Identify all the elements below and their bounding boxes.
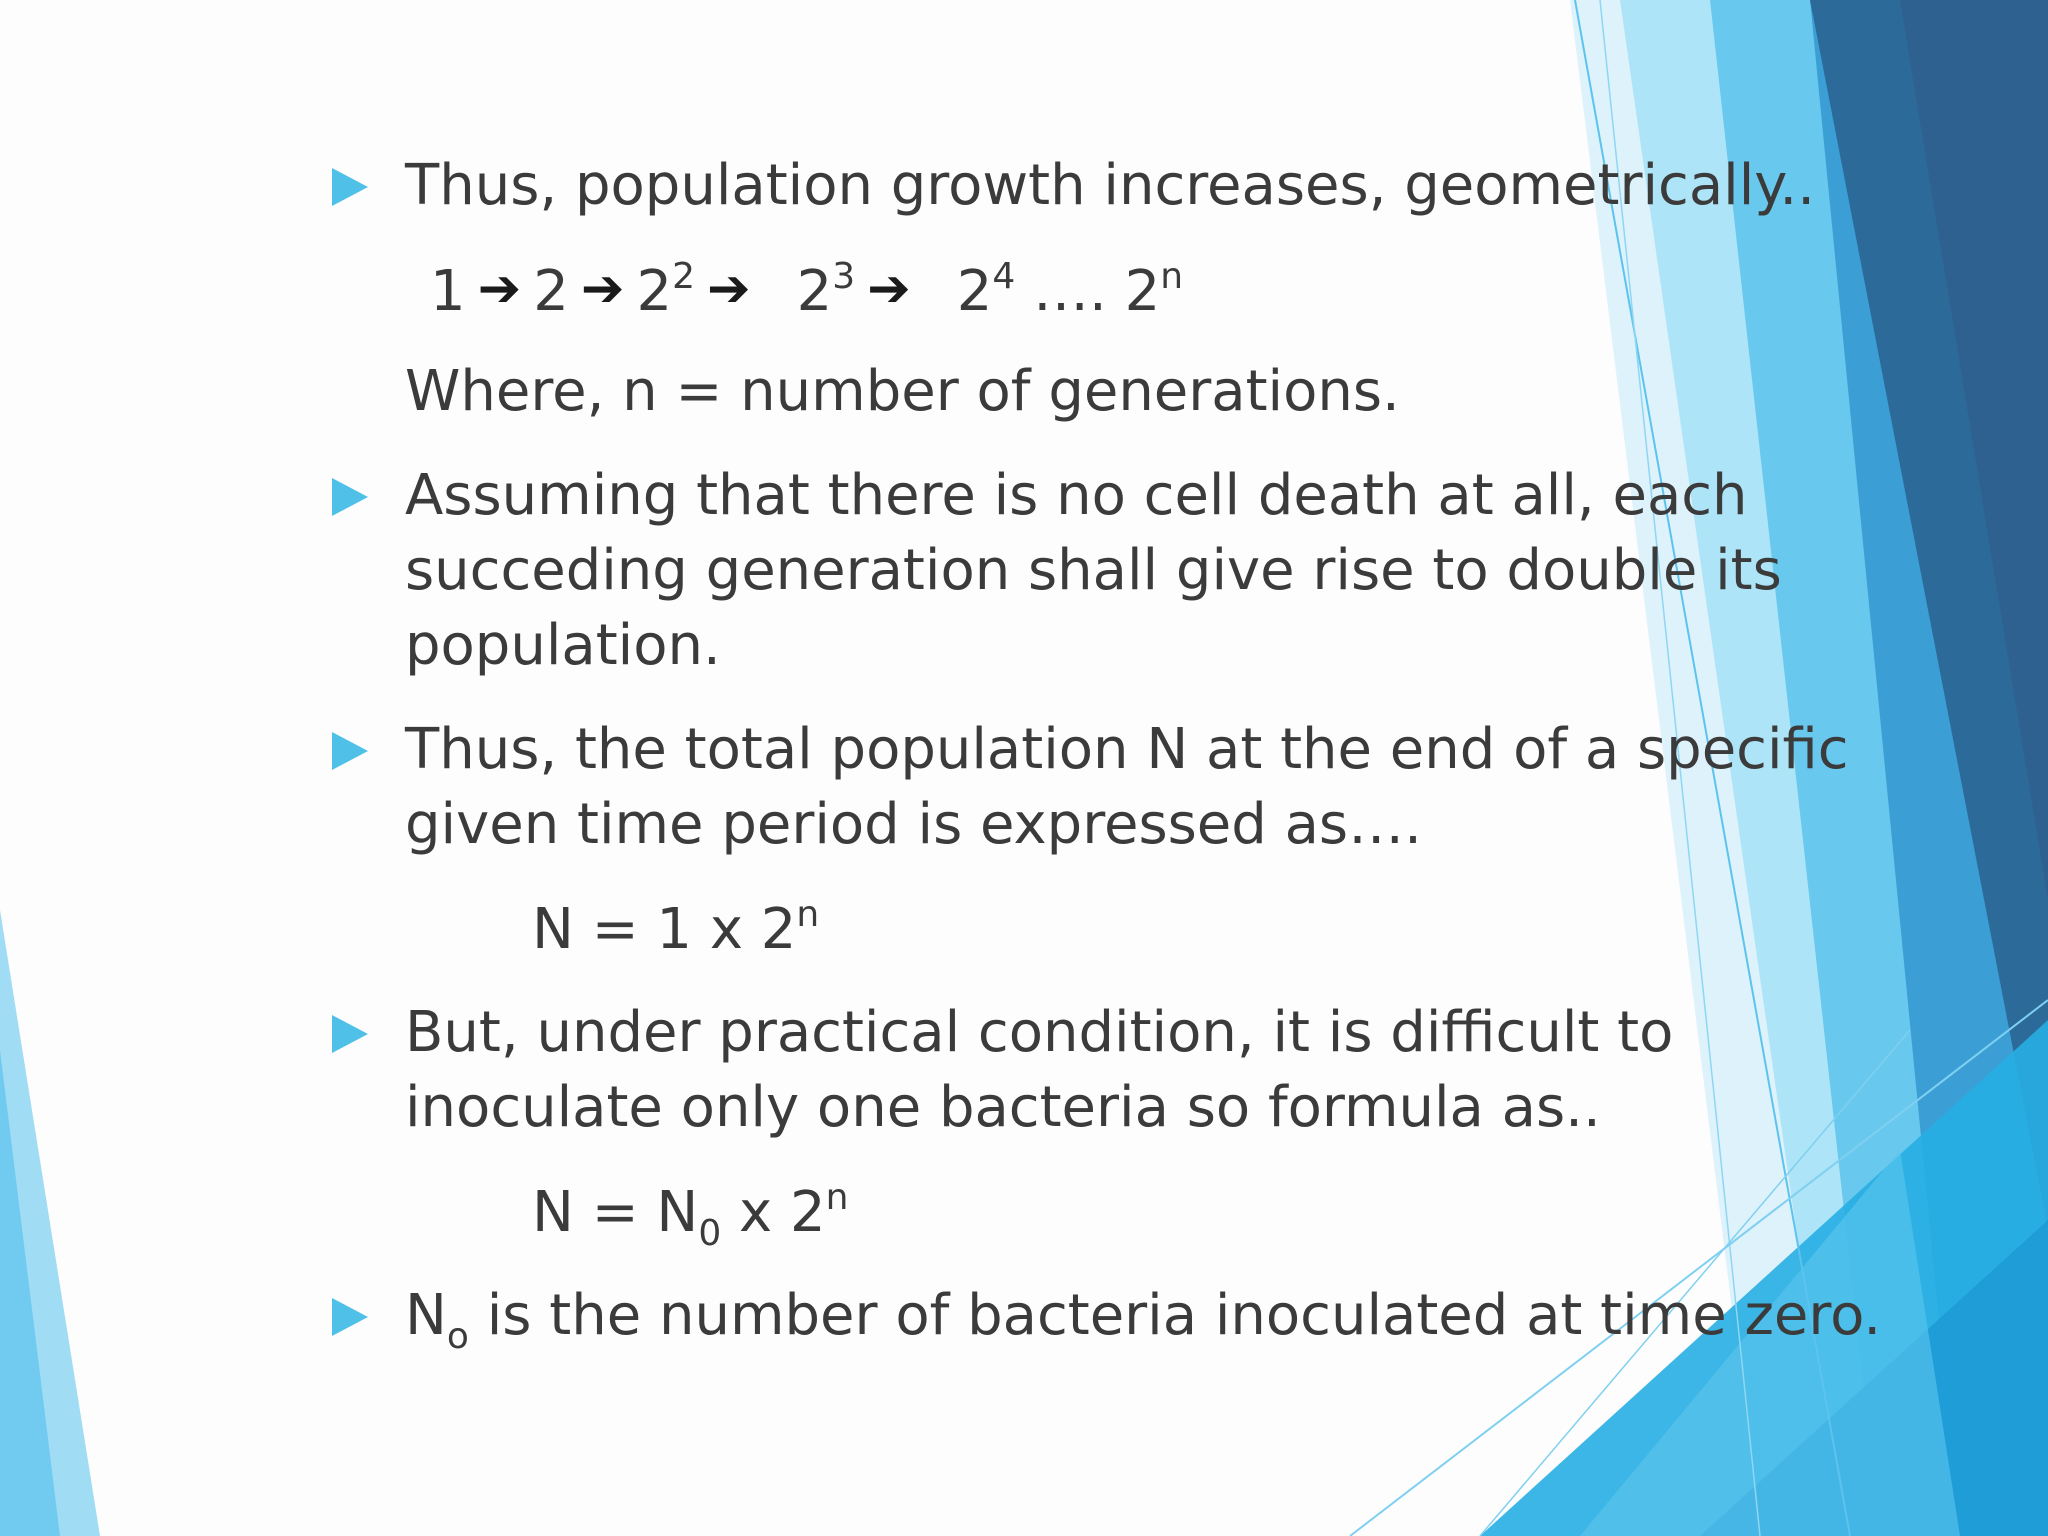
sequence-term-1: 1 — [430, 259, 466, 324]
bullet-1-text: Thus, population growth increases, geometrically.. — [405, 153, 1816, 218]
bullet-2-line-1: Assuming that there is no cell death at all, each — [405, 463, 1748, 528]
sequence-term-3: $2^2$ — [636, 256, 695, 324]
geometric-sequence — [430, 254, 1183, 331]
sequence-term-4: $2^3$ — [796, 256, 856, 324]
sequence-term-2: 2 — [533, 259, 569, 324]
bullet-arrow-icon — [332, 1298, 368, 1336]
formula-single-inoculum: N = 1 x 2$^n$ — [532, 894, 820, 962]
bullet-3-line-2: given time period is expressed as…. — [405, 792, 1422, 857]
bullet-arrow-icon — [332, 1015, 368, 1053]
sequence-term-5: $2^4$ — [956, 256, 1016, 324]
bullet-arrow-icon — [332, 732, 368, 770]
right-arrow-icon: ➔ — [867, 259, 911, 319]
bullet-arrow-icon — [332, 168, 368, 206]
formula-general-inoculum: $N = N_0$ x 2$^n$ — [532, 1177, 849, 1254]
bullet-arrow-icon — [332, 478, 368, 516]
bullet-2-line-2: succeding generation shall give rise to double its — [405, 538, 1782, 603]
right-arrow-icon: ➔ — [706, 259, 751, 319]
bullet-4-line-2: inoculate only one bacteria so formula as.. — [405, 1075, 1601, 1140]
right-arrow-icon: ➔ — [477, 259, 522, 319]
bullet-5-text: $N_o$ is the number of bacteria inoculated at time zero. — [405, 1283, 1882, 1357]
right-arrow-icon: ➔ — [580, 259, 625, 319]
sequence-ellipsis: …. — [1015, 259, 1125, 324]
bullet-4-line-1: But, under practical condition, it is difficult to — [405, 1000, 1674, 1065]
sequence-term-n: 2$^n$ — [1124, 256, 1184, 324]
where-definition: Where, n = number of generations. — [405, 359, 1400, 424]
bullet-3-line-1: Thus, the total population N at the end of a specific — [405, 717, 1849, 782]
bullet-2-line-3: population. — [405, 613, 721, 678]
